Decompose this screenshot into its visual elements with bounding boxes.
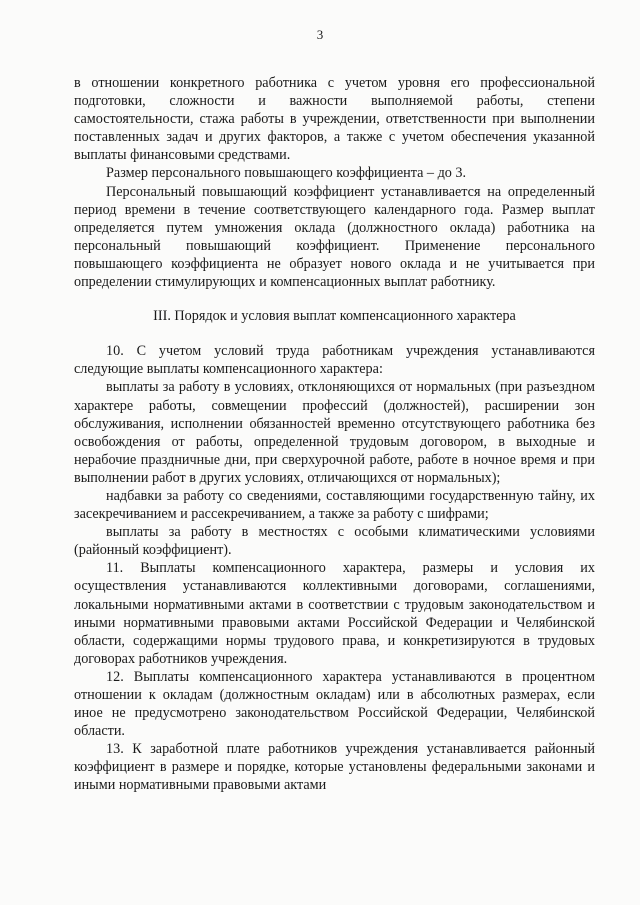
paragraph: 13. К заработной плате работников учреждения устанавливается районный коэффициент в размере и порядке, которые установлены федеральными законами и иными нормативными правовыми актами [74,741,595,794]
page-number: 3 [316,27,324,42]
paragraph: надбавки за работу со сведениями, составляющими государственную тайну, их засекречиванием и рассекречиванием, а также за работу с шифрами; [74,487,595,523]
paragraph: 11. Выплаты компенсационного характера, размеры и условия их осуществления устанавливаются коллективными договорами, соглашениями, локальными нормативными актами в соответствии с трудовым законодательством и иными нормативными правовыми актами Российской Федерации и Челябинской области, содержащими нормы трудового права, и конкретизируются в трудовых договорах работников учреждения. [74,560,595,667]
paragraph: Персональный повышающий коэффициент устанавливается на определенный период времени в течение соответствующего календарного года. Размер выплат определяется путем умножения оклада (должностного оклада) работника на персональный повышающий коэффициент. Применение персонального повышающего коэффициента не образует нового оклада и не учитывается при определении стимулирующих и компенсационных выплат работнику. [74,183,595,291]
section-heading: III. Порядок и условия выплат компенсационного характера [153,308,516,325]
paragraph: 10. С учетом условий труда работникам учреждения устанавливаются следующие выплаты компенсационного характера: [74,343,595,378]
paragraph: в отношении конкретного работника с учетом уровня его профессиональной подготовки, сложности и важности выполняемой работы, степени самостоятельности, стажа работы в учреждении, ответственности при выполнении поставленных задач и других факторов, а также с учетом обеспечения указанной выплаты финансовыми средствами. [74,75,595,164]
document-body [74,74,595,795]
paragraph: 12. Выплаты компенсационного характера устанавливаются в процентном отношении к окладам (должностным окладам) или в абсолютных размерах, если иное не предусмотрено законодательством Российской Федерации, Челябинской области. [74,668,595,740]
paragraph: выплаты за работу в условиях, отклоняющихся от нормальных (при разъездном характере работы, совмещении профессий (должностей), расширении зон обслуживания, исполнении обязанностей временно отсутствующего работника без освобождения от работы, определенной трудовым договором, в выходные и нерабочие праздничные дни, при сверхурочной работе, работе в ночное время и при выполнении работ в других условиях, отличающихся от нормальных); [74,379,595,486]
paragraph: выплаты за работу в местностях с особыми климатическими условиями (районный коэффициент). [74,524,595,559]
paragraph: Размер персонального повышающего коэффициента – до 3. [106,165,467,182]
